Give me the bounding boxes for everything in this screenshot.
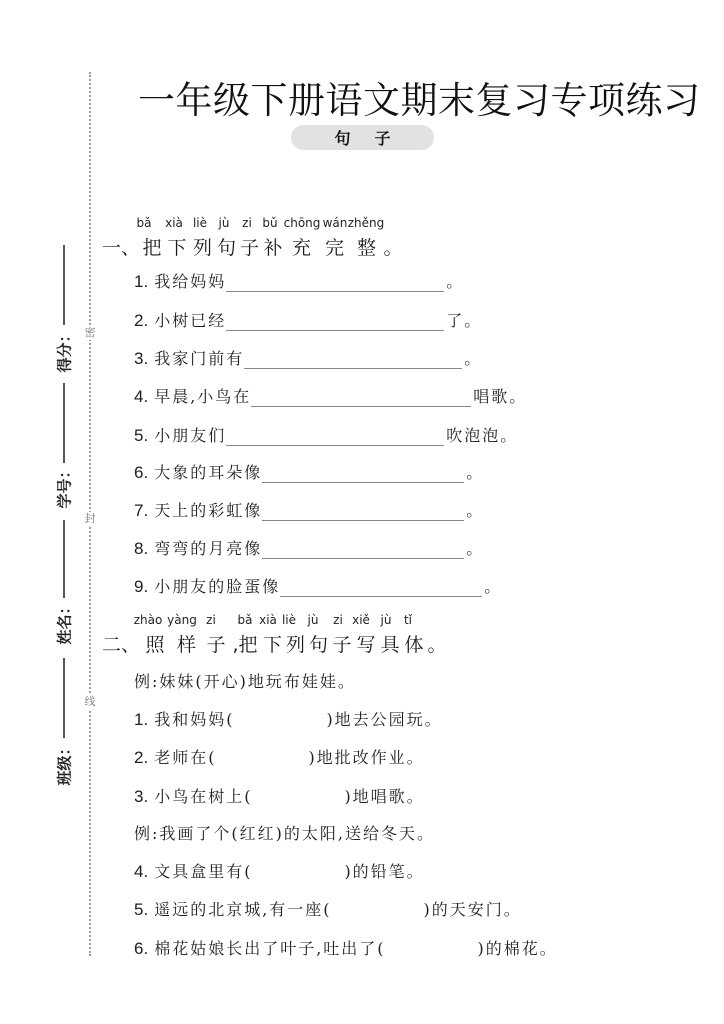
item-prompt: 小朋友的脸蛋像 bbox=[154, 577, 281, 596]
heading-char: 完 bbox=[325, 237, 345, 259]
item-prompt: 老师在( bbox=[154, 748, 217, 767]
item-prompt: 早晨,小鸟在 bbox=[154, 387, 252, 406]
heading-char: 。 bbox=[427, 634, 447, 656]
fill-item-3 bbox=[134, 347, 482, 369]
heading-char: 充 bbox=[292, 237, 312, 259]
heading-char: 列 bbox=[193, 237, 213, 259]
item-number: 9. bbox=[134, 577, 149, 596]
item-number: 1. bbox=[134, 710, 149, 729]
pinyin: bǎ bbox=[136, 216, 152, 230]
class-label: 班级： bbox=[55, 740, 74, 786]
heading-char: 列 bbox=[286, 634, 306, 656]
class-field-line[interactable] bbox=[63, 658, 65, 738]
heading-char: 句 bbox=[217, 237, 237, 259]
answer-blank[interactable] bbox=[226, 427, 444, 446]
item-number: 4. bbox=[134, 387, 149, 406]
item-prompt: 小树已经 bbox=[154, 311, 227, 330]
item-prompt: 遥远的北京城,有一座( bbox=[154, 900, 332, 919]
name-field-line[interactable] bbox=[63, 520, 65, 598]
item-ending: )的铅笔。 bbox=[344, 862, 425, 881]
fill-item-5 bbox=[134, 424, 518, 446]
heading-char: 照 bbox=[145, 634, 165, 656]
item-number: 7. bbox=[134, 501, 149, 520]
student-id-label: 学号： bbox=[55, 463, 74, 509]
item-number: 3. bbox=[134, 787, 149, 806]
pinyin: zhào bbox=[133, 613, 163, 627]
item-number: 3. bbox=[134, 349, 149, 368]
pinyin: tǐ bbox=[403, 613, 413, 627]
item-prompt: 天上的彩虹像 bbox=[154, 501, 263, 520]
heading-char: 下 bbox=[263, 634, 283, 656]
item-ending: )的棉花。 bbox=[477, 939, 558, 958]
item-ending: )地批改作业。 bbox=[308, 748, 425, 767]
pinyin: liè bbox=[281, 613, 297, 627]
heading-char: ,把 bbox=[232, 634, 258, 656]
paren-item-3 bbox=[134, 785, 425, 807]
item-number: 2. bbox=[134, 311, 149, 330]
heading-char: 把 bbox=[142, 237, 162, 259]
pinyin: jù bbox=[307, 613, 319, 627]
fill-item-9 bbox=[134, 575, 502, 597]
section-number: 二、 bbox=[102, 634, 141, 656]
pinyin: zi bbox=[206, 613, 216, 627]
item-prompt: 棉花姑娘长出了叶子,吐出了( bbox=[154, 939, 386, 958]
seal-mark-xian: 线 bbox=[84, 695, 96, 708]
name-label: 姓名： bbox=[55, 599, 74, 645]
pinyin: bǎ bbox=[237, 613, 253, 627]
heading-char: 子 bbox=[332, 634, 352, 656]
item-number: 2. bbox=[134, 748, 149, 767]
pinyin: jù bbox=[380, 613, 392, 627]
fill-item-4 bbox=[134, 385, 527, 407]
item-ending: 。 bbox=[484, 577, 503, 596]
topic-badge bbox=[291, 125, 434, 150]
heading-char: 。 bbox=[383, 237, 403, 259]
answer-blank[interactable] bbox=[251, 388, 471, 407]
paren-item-1 bbox=[134, 708, 443, 730]
pinyin: zi bbox=[242, 216, 252, 230]
item-number: 5. bbox=[134, 426, 149, 445]
item-prompt: 文具盒里有( bbox=[154, 862, 253, 881]
answer-blank[interactable] bbox=[280, 578, 482, 597]
seal-mark-mi: 密 bbox=[84, 326, 96, 339]
example-text: 例:妹妹(开心)地玩布娃娃。 bbox=[134, 672, 356, 691]
paren-item-5 bbox=[134, 898, 522, 920]
heading-char: 写 bbox=[356, 634, 376, 656]
paren-item-2 bbox=[134, 746, 425, 768]
heading-char: 子 bbox=[240, 237, 260, 259]
section-2-title bbox=[102, 630, 448, 657]
score-label: 得分： bbox=[55, 327, 74, 373]
seal-mark-feng: 封 bbox=[84, 512, 96, 525]
item-ending: )的天安门。 bbox=[423, 900, 522, 919]
pinyin: chōng bbox=[283, 216, 321, 230]
item-ending: 唱歌。 bbox=[473, 387, 528, 406]
score-field-line[interactable] bbox=[63, 245, 65, 325]
example-text: 例:我画了个(红红)的太阳,送给冬天。 bbox=[134, 824, 435, 843]
fill-item-2 bbox=[134, 309, 482, 331]
pinyin: liè bbox=[192, 216, 208, 230]
fill-item-1 bbox=[134, 270, 464, 292]
item-prompt: 我家门前有 bbox=[154, 349, 245, 368]
item-number: 4. bbox=[134, 862, 149, 881]
pinyin: xià bbox=[165, 216, 183, 230]
item-ending: )地唱歌。 bbox=[344, 787, 425, 806]
answer-blank[interactable] bbox=[244, 350, 462, 369]
item-ending: 。 bbox=[466, 463, 485, 482]
example-2 bbox=[134, 822, 435, 844]
fill-item-6 bbox=[134, 461, 484, 483]
pinyin: xià bbox=[259, 613, 277, 627]
student-id-field-line[interactable] bbox=[63, 383, 65, 463]
answer-blank[interactable] bbox=[226, 312, 444, 331]
item-ending: 吹泡泡。 bbox=[446, 426, 519, 445]
heading-char: 补 bbox=[263, 237, 283, 259]
pinyin: zi bbox=[333, 613, 343, 627]
item-prompt: 我给妈妈 bbox=[154, 272, 227, 291]
pinyin: zhěng bbox=[347, 216, 385, 230]
answer-blank[interactable] bbox=[226, 273, 444, 292]
example-1 bbox=[134, 670, 356, 692]
fill-item-8 bbox=[134, 537, 484, 559]
item-ending: )地去公园玩。 bbox=[326, 710, 443, 729]
item-ending: 。 bbox=[466, 539, 485, 558]
paren-item-6 bbox=[134, 937, 558, 959]
pinyin: xiě bbox=[352, 613, 370, 627]
pinyin: bǔ bbox=[262, 216, 278, 230]
pinyin: jù bbox=[218, 216, 230, 230]
answer-blank[interactable] bbox=[262, 540, 464, 559]
section-number: 一、 bbox=[102, 237, 141, 259]
topic-label: 句子 bbox=[334, 129, 415, 148]
heading-char: 体 bbox=[404, 634, 424, 656]
item-ending: 了。 bbox=[446, 311, 483, 330]
item-prompt: 我和妈妈( bbox=[154, 710, 235, 729]
pinyin: yàng bbox=[167, 613, 197, 627]
answer-blank[interactable] bbox=[262, 464, 464, 483]
heading-char: 整 bbox=[357, 237, 377, 259]
item-number: 6. bbox=[134, 463, 149, 482]
answer-blank[interactable] bbox=[262, 502, 464, 521]
paren-item-4 bbox=[134, 860, 425, 882]
heading-char: 下 bbox=[167, 237, 187, 259]
item-ending: 。 bbox=[446, 272, 465, 291]
item-prompt: 小鸟在树上( bbox=[154, 787, 253, 806]
heading-char: 样 bbox=[177, 634, 197, 656]
heading-char: 句 bbox=[309, 634, 329, 656]
item-number: 1. bbox=[134, 272, 149, 291]
heading-char: 子 bbox=[206, 634, 226, 656]
pinyin: wán bbox=[322, 216, 348, 230]
item-number: 6. bbox=[134, 939, 149, 958]
section-1-title bbox=[102, 233, 404, 260]
item-prompt: 弯弯的月亮像 bbox=[154, 539, 263, 558]
fill-item-7 bbox=[134, 499, 484, 521]
item-prompt: 小朋友们 bbox=[154, 426, 227, 445]
item-ending: 。 bbox=[466, 501, 485, 520]
page-title: 一年级下册语文期末复习专项练习 bbox=[138, 79, 701, 122]
item-number: 5. bbox=[134, 900, 149, 919]
heading-char: 具 bbox=[380, 634, 400, 656]
item-prompt: 大象的耳朵像 bbox=[154, 463, 263, 482]
item-ending: 。 bbox=[464, 349, 483, 368]
item-number: 8. bbox=[134, 539, 149, 558]
